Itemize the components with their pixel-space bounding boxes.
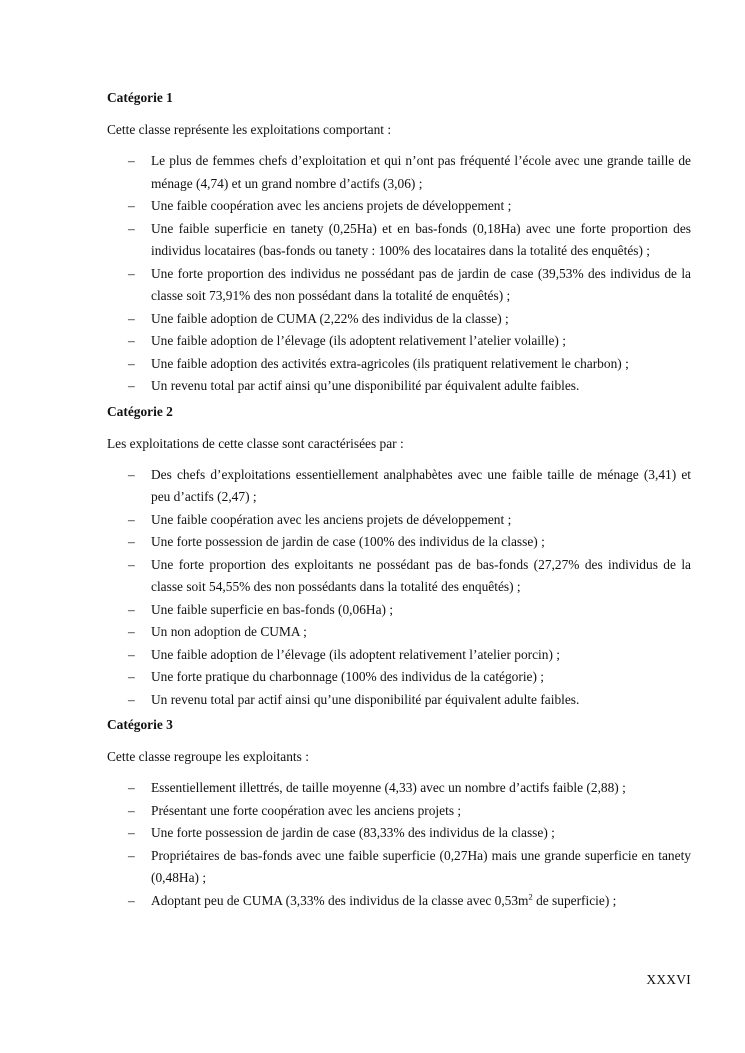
category-2-section — [107, 402, 691, 712]
list-item: – Présentant une forte coopération avec les anciens projets ; — [128, 802, 462, 818]
list-item: – Une faible superficie en bas-fonds (0,06Ha) ; — [128, 601, 394, 617]
list-item: – Essentiellement illettrés, de taille moyenne (4,33) avec un nombre d’actifs faible (2,88) ; — [128, 780, 626, 795]
category-2-intro: Les exploitations de cette classe sont caractérisées par : — [107, 435, 404, 451]
list-item: – Adoptant peu de CUMA (3,33% des individus de la classe avec $0,53m^2$ de superficie) ; — [128, 891, 617, 908]
category-3-intro: Cette classe regroupe les exploitants : — [107, 749, 309, 764]
category-1-section — [107, 88, 691, 398]
list-item: – Un revenu total par actif ainsi qu’une disponibilité par équivalent adulte faibles. — [128, 378, 580, 393]
list-item: – Un non adoption de CUMA ; — [128, 624, 307, 639]
list-item: – Une faible adoption de l’élevage (ils adoptent relativement l’atelier porcin) ; — [128, 646, 560, 662]
category-3-section — [107, 715, 691, 912]
list-item: – Propriétaires de bas-fonds avec une faible superficie (0,27Ha) mais une grande superficie en tanety (0,48Ha) ; — [128, 847, 691, 885]
list-item: – Une forte proportion des individus ne possédant pas de jardin de case (39,53% des individus de la classe soit 73,91% des non possédant dans la totalité de enquêtés) ; — [128, 265, 691, 303]
list-item: – Des chefs d’exploitations essentiellement analphabètes avec une faible taille de ménage (3,41) et peu d’actifs (2,47) ; — [128, 466, 691, 504]
list-item: – Une faible adoption des activités extra-agricoles (ils pratiquent relativement le charbon) ; — [128, 355, 629, 371]
list-item: – Une forte pratique du charbonnage (100% des individus de la catégorie) ; — [128, 669, 545, 684]
list-item: – Le plus de femmes chefs d’exploitation et qui n’ont pas fréquenté l’école avec une grande taille de ménage (4,74) et un grand nombre d’actifs (3,06) ; — [128, 153, 691, 191]
list-item: – Un revenu total par actif ainsi qu’une disponibilité par équivalent adulte faibles. — [128, 691, 580, 707]
page-number: XXXVI — [646, 972, 691, 987]
category-1-list — [107, 150, 691, 398]
list-item: – Une forte possession de jardin de case (100% des individus de la classe) ; — [128, 534, 545, 549]
category-3-list — [107, 777, 691, 912]
list-item: – Une forte proportion des exploitants ne possédant pas de bas-fonds (27,27% des individus de la classe soit 54,55% des non possédants dans la totalité des enquêtés) ; — [128, 556, 691, 594]
list-item: – Une faible adoption de l’élevage (ils adoptent relativement l’atelier volaille) ; — [128, 333, 566, 348]
list-item: – Une faible adoption de CUMA (2,22% des individus de la classe) ; — [128, 310, 509, 326]
category-2-list — [107, 464, 691, 712]
list-item: – Une faible coopération avec les anciens projets de développement ; — [128, 511, 512, 527]
category-1-intro: Cette classe représente les exploitations comportant : — [107, 122, 392, 137]
document-page — [107, 88, 691, 912]
list-item: – Une faible superficie en tanety (0,25Ha) et en bas-fonds (0,18Ha) avec une forte proportion des individus locataires (bas-fonds ou tanety : 100% des locataires dans la totalité des enquêtés) ; — [128, 220, 691, 258]
category-2-heading: Catégorie 2 — [107, 403, 173, 419]
list-item: – Une forte possession de jardin de case (83,33% des individus de la classe) ; — [128, 825, 555, 840]
list-item: – Une faible coopération avec les anciens projets de développement ; — [128, 198, 512, 213]
category-3-heading: Catégorie 3 — [107, 717, 173, 732]
category-1-heading: Catégorie 1 — [107, 90, 173, 105]
